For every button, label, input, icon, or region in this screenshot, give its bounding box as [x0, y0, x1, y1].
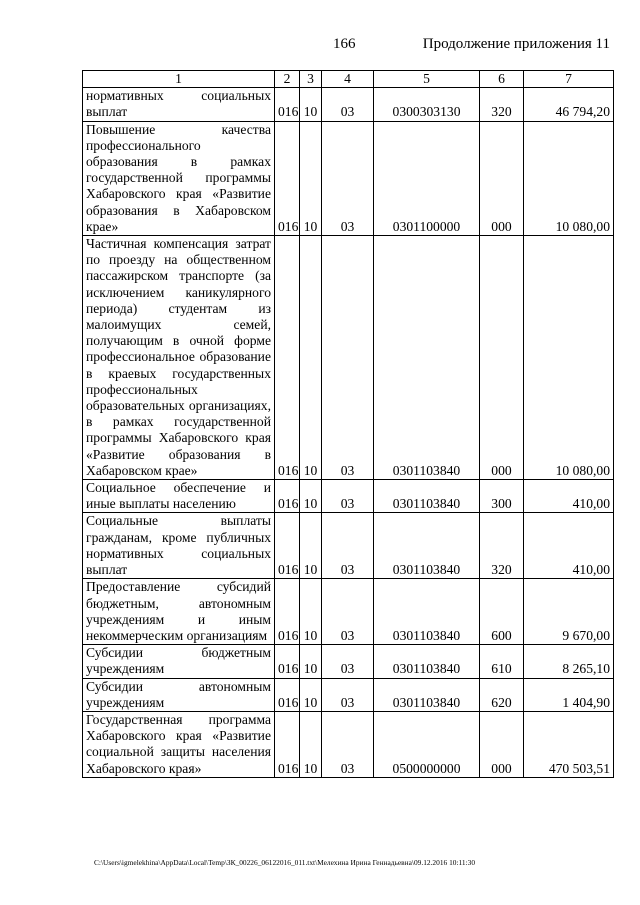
section-code: 10: [300, 121, 322, 235]
table-header-row: [83, 71, 614, 88]
subsection-code: 03: [322, 645, 374, 678]
section-code: 10: [300, 678, 322, 711]
table-row: [83, 480, 614, 513]
section-code: 10: [300, 513, 322, 579]
column-header: 1: [83, 71, 275, 88]
table-row: [83, 236, 614, 480]
row-description: нормативных социальных выплат: [83, 88, 275, 121]
column-header: 2: [275, 71, 300, 88]
target-article-code: 0301103840: [374, 480, 480, 513]
subsection-code: 03: [322, 579, 374, 645]
subsection-code: 03: [322, 678, 374, 711]
table-row: [83, 513, 614, 579]
target-article-code: 0301103840: [374, 645, 480, 678]
ministry-code: 016: [275, 88, 300, 121]
target-article-code: 0301103840: [374, 513, 480, 579]
column-header: 5: [374, 71, 480, 88]
row-description: Субсидии бюджетным учреждениям: [83, 645, 275, 678]
expense-type-code: 000: [480, 236, 524, 480]
column-header: 6: [480, 71, 524, 88]
ministry-code: 016: [275, 236, 300, 480]
table-row: [83, 645, 614, 678]
expense-type-code: 600: [480, 579, 524, 645]
expense-type-code: 610: [480, 645, 524, 678]
expense-type-code: 000: [480, 121, 524, 235]
ministry-code: 016: [275, 711, 300, 777]
amount: 46 794,20: [524, 88, 614, 121]
amount: 10 080,00: [524, 121, 614, 235]
amount: 10 080,00: [524, 236, 614, 480]
budget-table: [82, 70, 614, 778]
ministry-code: 016: [275, 513, 300, 579]
ministry-code: 016: [275, 121, 300, 235]
section-code: 10: [300, 645, 322, 678]
column-header: 7: [524, 71, 614, 88]
page-number: 166: [333, 36, 356, 52]
subsection-code: 03: [322, 711, 374, 777]
target-article-code: 0500000000: [374, 711, 480, 777]
table-row: [83, 678, 614, 711]
target-article-code: 0301103840: [374, 579, 480, 645]
amount: 470 503,51: [524, 711, 614, 777]
section-code: 10: [300, 579, 322, 645]
table-row: [83, 88, 614, 121]
amount: 410,00: [524, 480, 614, 513]
target-article-code: 0300303130: [374, 88, 480, 121]
target-article-code: 0301103840: [374, 236, 480, 480]
expense-type-code: 300: [480, 480, 524, 513]
file-path-footer: C:\Users\igmelekhina\AppData\Local\Temp\ЗК_00226_06122016_011.txt\Мелехина Ирина Геннадьевна\09.12.2016 10:11:30: [94, 858, 476, 867]
target-article-code: 0301103840: [374, 678, 480, 711]
ministry-code: 016: [275, 579, 300, 645]
table-row: [83, 711, 614, 777]
table-row: [83, 121, 614, 235]
expense-type-code: 320: [480, 88, 524, 121]
subsection-code: 03: [322, 121, 374, 235]
column-header: 3: [300, 71, 322, 88]
amount: 8 265,10: [524, 645, 614, 678]
ministry-code: 016: [275, 480, 300, 513]
column-header: 4: [322, 71, 374, 88]
table-row: [83, 579, 614, 645]
subsection-code: 03: [322, 88, 374, 121]
amount: 1 404,90: [524, 678, 614, 711]
row-description: Повышение качества профессионального образования в рамках государственной программы Хабаровского края «Развитие образования в Хабаровском крае»: [83, 121, 275, 235]
section-code: 10: [300, 236, 322, 480]
section-code: 10: [300, 88, 322, 121]
ministry-code: 016: [275, 678, 300, 711]
row-description: Государственная программа Хабаровского края «Развитие социальной защиты населения Хабаровского края»: [83, 711, 275, 777]
appendix-continuation-title: Продолжение приложения 11: [422, 36, 610, 52]
expense-type-code: 000: [480, 711, 524, 777]
target-article-code: 0301100000: [374, 121, 480, 235]
section-code: 10: [300, 711, 322, 777]
row-description: Социальное обеспечение и иные выплаты населению: [83, 480, 275, 513]
amount: 9 670,00: [524, 579, 614, 645]
row-description: Частичная компенсация затрат по проезду на общественном пассажирском транспорте (за исключением каникулярного периода) студентам из малоимущих семей, получающим в очной форме профессиональное образование в краевых государственных профессиональных образовательных организациях, в рамках государственной программы Хабаровского края «Развитие образования в Хабаровском крае»: [83, 236, 275, 480]
subsection-code: 03: [322, 513, 374, 579]
expense-type-code: 320: [480, 513, 524, 579]
row-description: Субсидии автономным учреждениям: [83, 678, 275, 711]
subsection-code: 03: [322, 236, 374, 480]
amount: 410,00: [524, 513, 614, 579]
expense-type-code: 620: [480, 678, 524, 711]
row-description: Социальные выплаты гражданам, кроме публичных нормативных социальных выплат: [83, 513, 275, 579]
section-code: 10: [300, 480, 322, 513]
subsection-code: 03: [322, 480, 374, 513]
row-description: Предоставление субсидий бюджетным, автономным учреждениям и иным некоммерческим организациям: [83, 579, 275, 645]
ministry-code: 016: [275, 645, 300, 678]
